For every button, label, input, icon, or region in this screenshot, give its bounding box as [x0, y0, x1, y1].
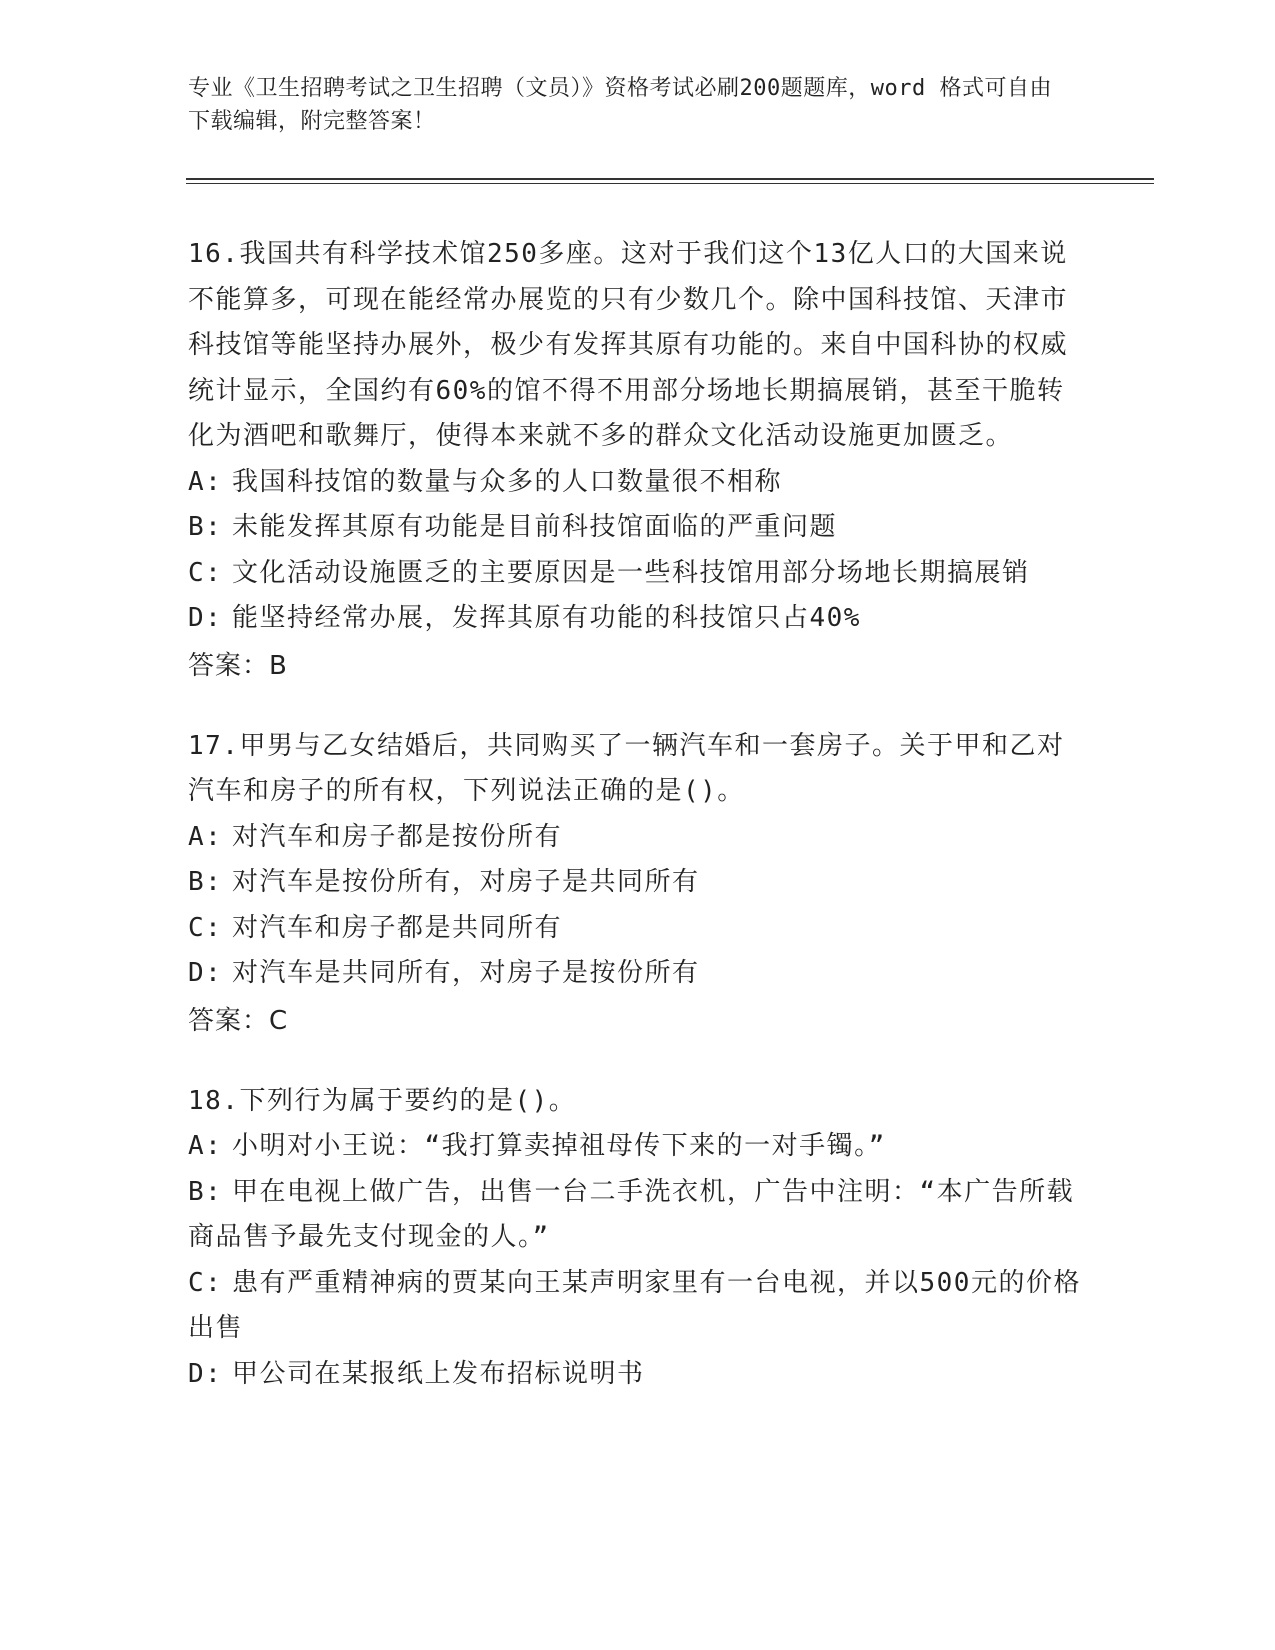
option-key: C: [188, 557, 223, 588]
option-text: 未能发挥其原有功能是目前科技馆面临的严重问题 [232, 512, 838, 542]
option-d [188, 951, 1088, 997]
question-17 [188, 724, 1088, 1045]
answer: 答案：C [188, 1005, 289, 1036]
question-18 [188, 1079, 1088, 1398]
option-key: B: [188, 1176, 223, 1207]
option-text: 小明对小王说：“我打算卖掉祖母传下来的一对手镯。” [232, 1131, 886, 1161]
option-key: B: [188, 867, 223, 897]
option-key: C: [188, 912, 223, 943]
option-key: D: [188, 1358, 223, 1389]
header-text: 专业《卫生招聘考试之卫生招聘（文员）》资格考试必刷200题题库，word 格式可自由下载编辑，附完整答案！ [188, 76, 1052, 134]
option-text: 甲在电视上做广告，出售一台二手洗衣机，广告中注明：“本广告所载商品售予最先支付现金的人。” [188, 1176, 1075, 1252]
option-key: D: [188, 603, 223, 633]
option-a [188, 815, 1088, 861]
answer: 答案：B [188, 650, 288, 681]
header-divider-thick [186, 178, 1154, 180]
option-text: 甲公司在某报纸上发布招标说明书 [232, 1358, 645, 1389]
option-c [188, 551, 1088, 597]
option-text: 文化活动设施匮乏的主要原因是一些科技馆用部分场地长期搞展销 [232, 557, 1030, 588]
option-a [188, 1124, 1088, 1170]
option-b [188, 1170, 1088, 1261]
option-key: B: [188, 512, 223, 542]
option-key: A: [188, 466, 223, 497]
option-key: A: [188, 1131, 223, 1161]
question-stem: 18.下列行为属于要约的是()。 [188, 1085, 577, 1116]
option-key: D: [188, 958, 223, 988]
option-c [188, 906, 1088, 952]
option-text: 我国科技馆的数量与众多的人口数量很不相称 [232, 466, 783, 497]
option-key: C: [188, 1267, 223, 1298]
question-stem: 16.我国共有科学技术馆250多座。这对于我们这个13亿人口的大国来说不能算多，可现在能经常办展览的只有少数几个。除中国科技馆、天津市科技馆等能坚持办展外，极少有发挥其原有功能的。来自中国科协的权威统计显示，全国约有60%的馆不得不用部分场地长期搞展销，甚至干脆转化为酒吧和歌舞厅，使得本来就不多的群众文化活动设施更加匮乏。 [188, 239, 1069, 451]
option-key: A: [188, 821, 223, 852]
option-text: 对汽车是按份所有，对房子是共同所有 [232, 867, 700, 897]
option-text: 对汽车和房子都是按份所有 [232, 821, 563, 852]
option-a [188, 460, 1088, 506]
question-list [188, 232, 1088, 1431]
document-header [188, 72, 1068, 138]
option-c [188, 1261, 1088, 1352]
option-b [188, 505, 1088, 551]
question-16 [188, 232, 1088, 690]
option-text: 患有严重精神病的贾某向王某声明家里有一台电视，并以500元的价格出售 [188, 1267, 1081, 1343]
question-stem: 17.甲男与乙女结婚后，共同购买了一辆汽车和一套房子。关于甲和乙对汽车和房子的所有权，下列说法正确的是()。 [188, 730, 1065, 806]
option-d [188, 596, 1088, 642]
header-divider-thin [186, 183, 1154, 184]
option-text: 对汽车和房子都是共同所有 [232, 912, 563, 943]
option-text: 对汽车是共同所有，对房子是按份所有 [232, 958, 700, 988]
option-text: 能坚持经常办展，发挥其原有功能的科技馆只占40% [232, 603, 861, 633]
option-d [188, 1352, 1088, 1398]
option-b [188, 860, 1088, 906]
